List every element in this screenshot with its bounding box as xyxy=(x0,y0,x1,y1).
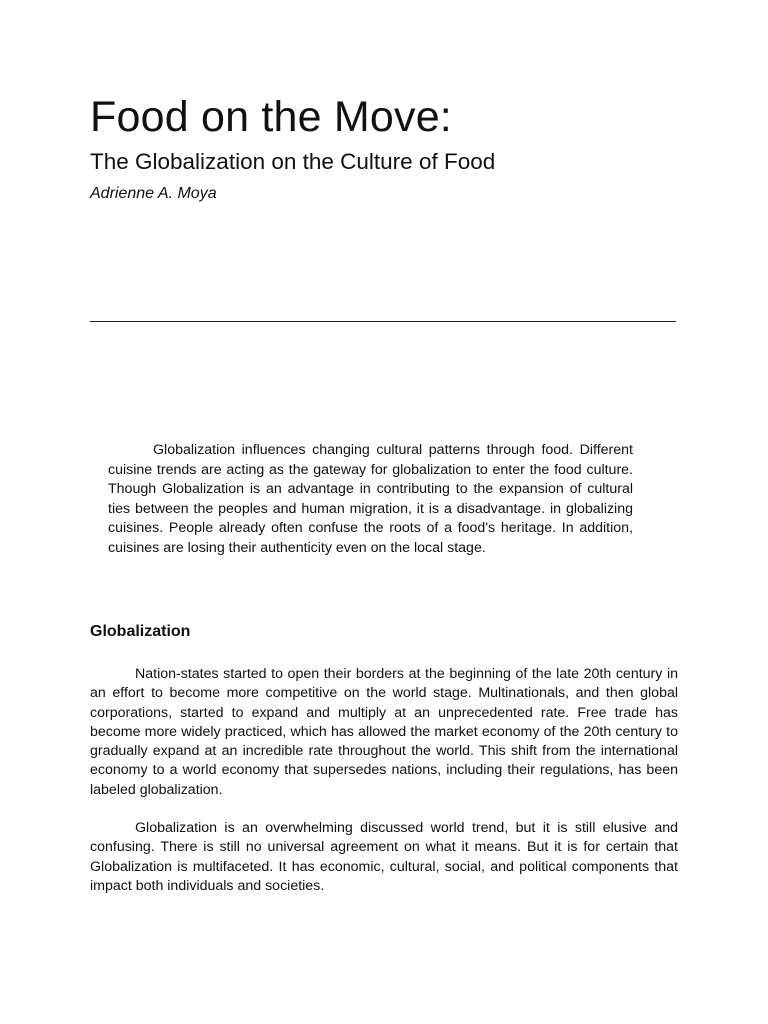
section-heading-globalization: Globalization xyxy=(90,623,191,640)
abstract-paragraph: Globalization influences changing cultural patterns through food. Different cuisine trends are acting as the gateway for globalization to enter the food culture. Though Globalization is an advantage in contributing to the expansion of cultural ties between the peoples and human migration, it is a disadvantage. in globalizing cuisines. People already often confuse the roots of a food's heritage. In addition, cuisines are losing their authenticity even on the local stage. xyxy=(108,442,633,556)
body-paragraph: Nation-states started to open their borders at the beginning of the late 20th century in an effort to become more competitive on the world stage. Multinationals, and then global corporations, started to expand and multiply at an unprecedented rate. Free trade has become more widely practiced, which has allowed the market economy of the 20th century to gradually expand at an incredible rate throughout the world. This shift from the international economy to a world economy that supersedes nations, including their regulations, has been labeled globalization. xyxy=(90,666,678,798)
horizontal-divider xyxy=(90,321,676,322)
body-paragraph: Globalization is an overwhelming discussed world trend, but it is still elusive and confusing. There is still no universal agreement on what it means. But it is for certain that Globalization is multifaceted. It has economic, cultural, social, and political components that impact both individuals and societies. xyxy=(90,820,678,894)
document-subtitle: The Globalization on the Culture of Food xyxy=(90,149,496,174)
document-author: Adrienne A. Moya xyxy=(90,185,217,202)
document-title: Food on the Move: xyxy=(90,93,452,141)
